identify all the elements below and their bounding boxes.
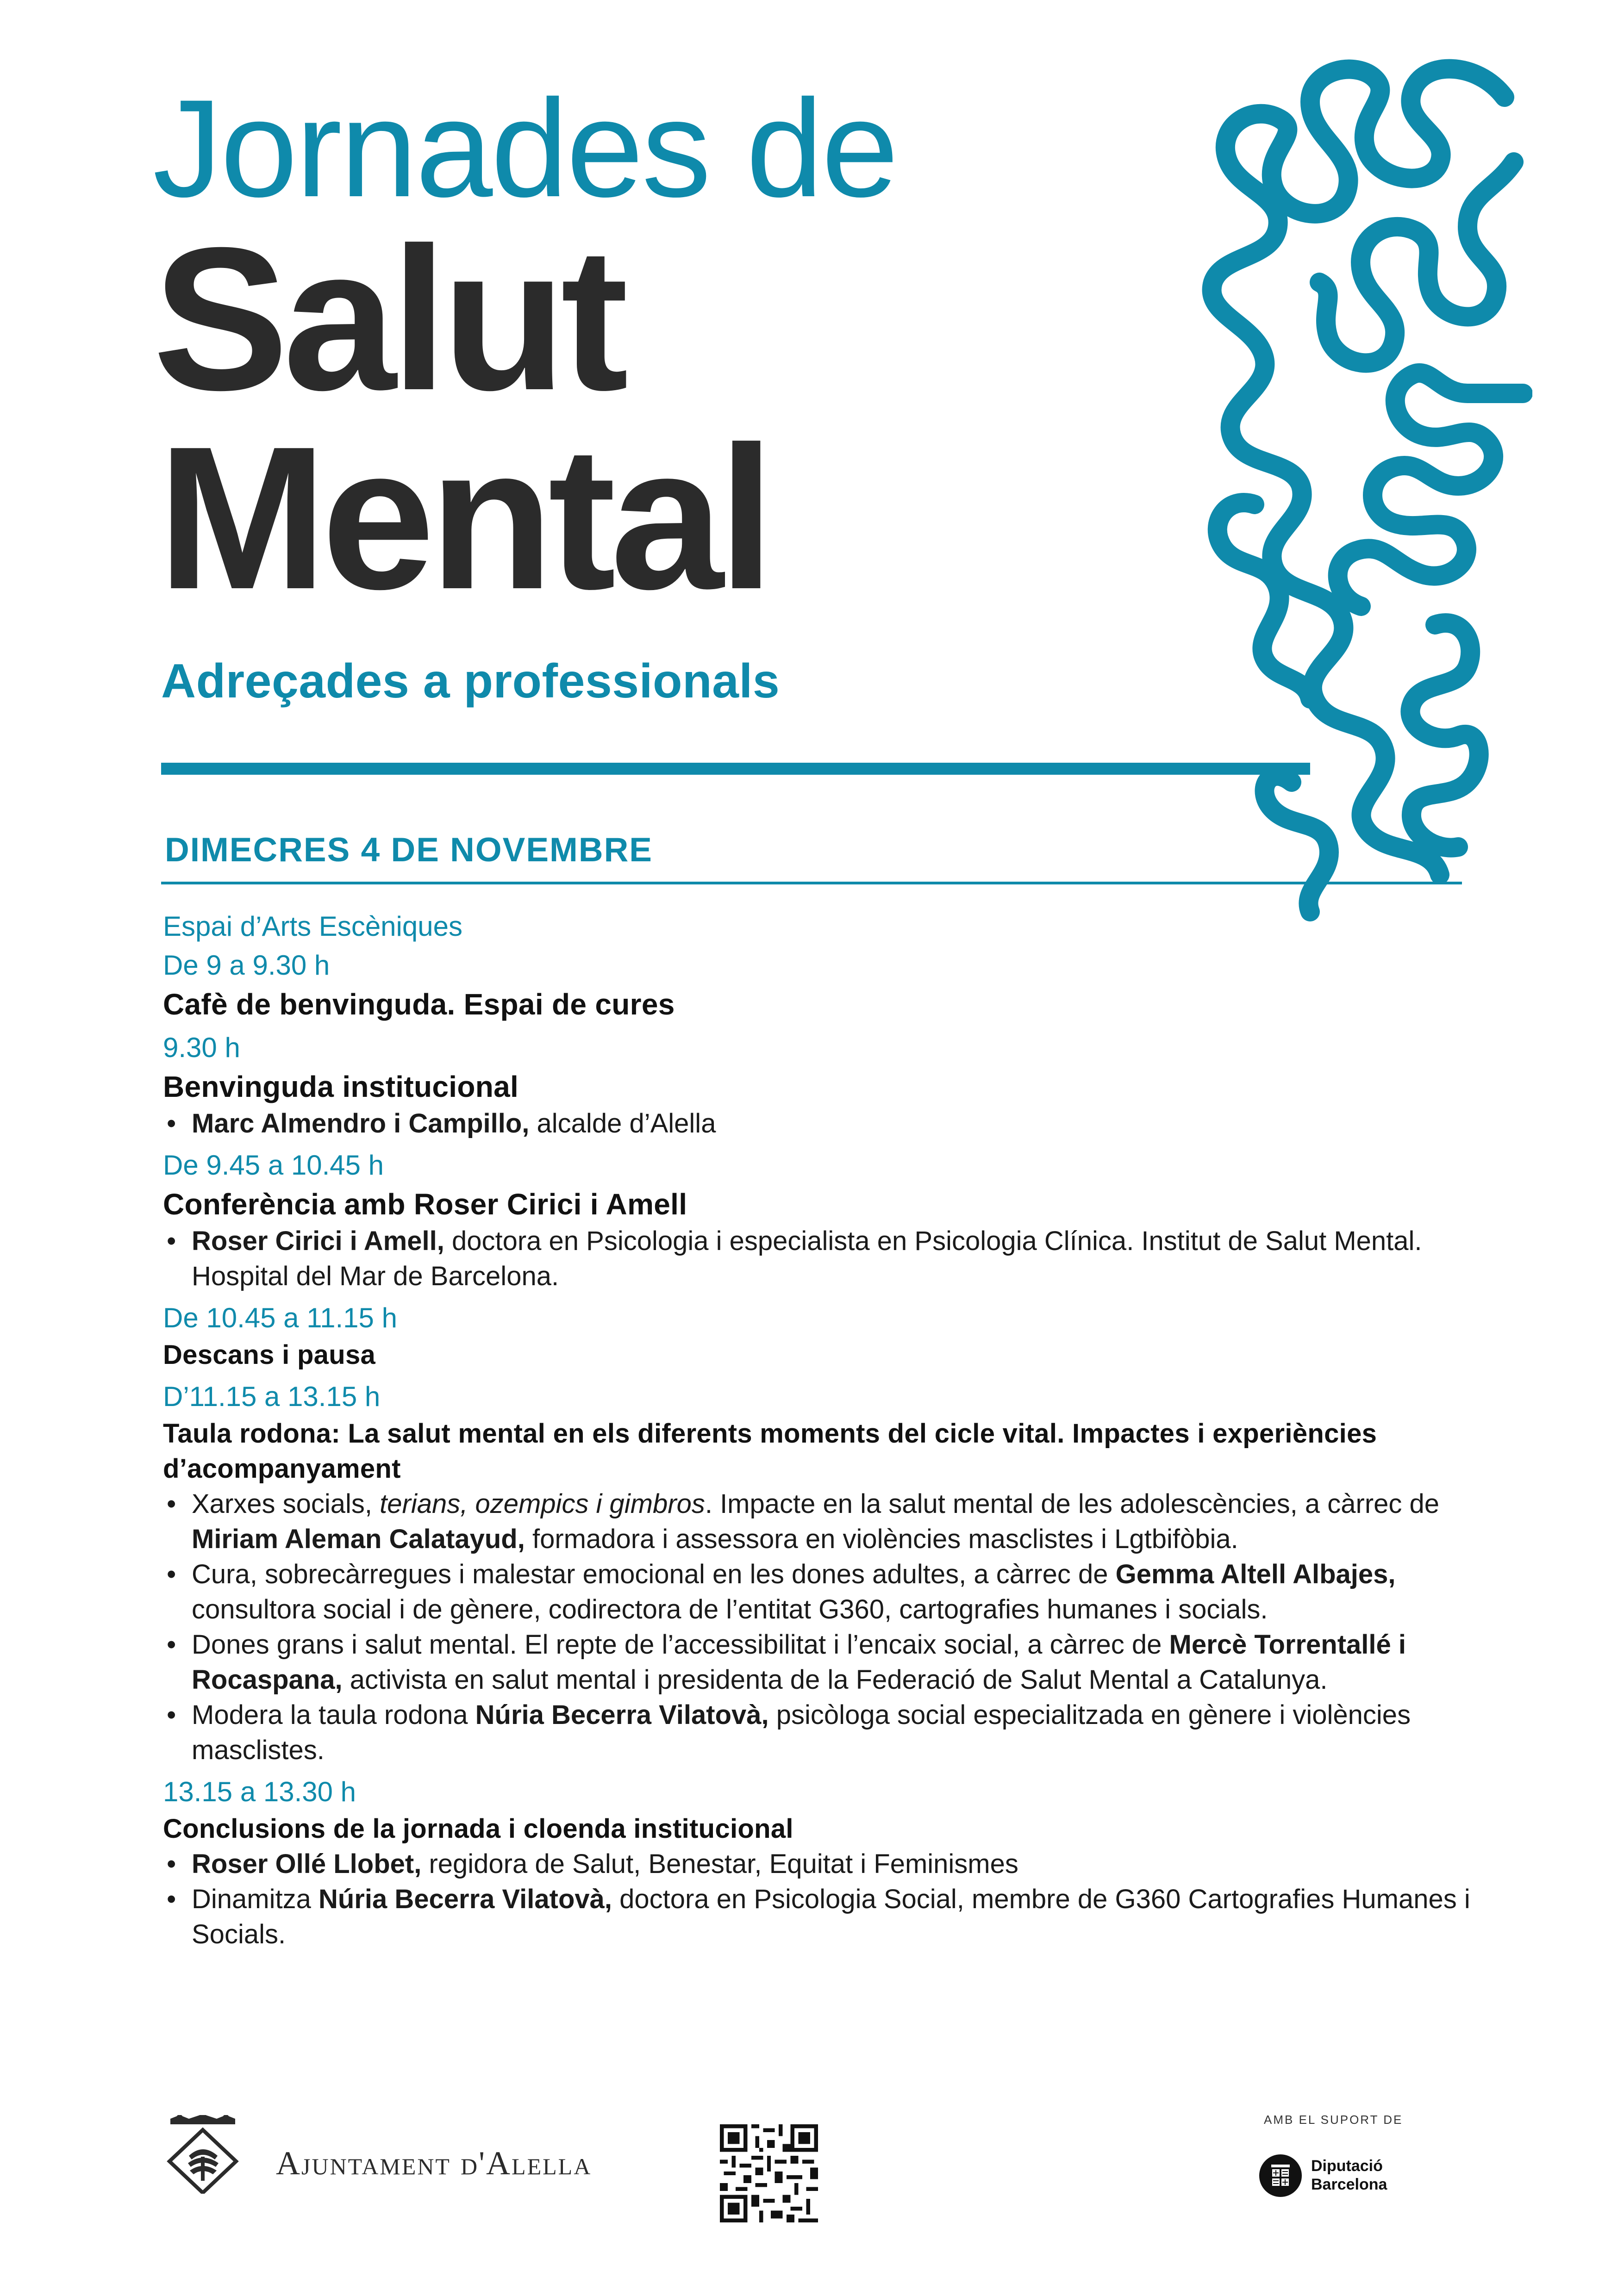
program-list — [163, 907, 1492, 1952]
session-time: 13.15 a 13.30 h — [163, 1776, 356, 1807]
list-item: • Cura, sobrecàrregues i malestar emocional en les dones adultes, a càrrec de Gemma Altell Albajes, consultora social i de gènere, codirectora de l’entitat G360, cartografies humanes i socials. — [163, 1557, 1492, 1627]
session-title: Cafè de benvinguda. Espai de cures — [163, 988, 675, 1021]
brain-maze-illustration — [1116, 42, 1532, 940]
list-item: • Roser Ollé Llobet, regidora de Salut, Benestar, Equitat i Feminismes — [163, 1847, 1492, 1882]
venue: Espai d’Arts Escèniques — [163, 911, 462, 942]
list-item: • Xarxes socials, terians, ozempics i gimbros. Impacte en la salut mental de les adolescències, a càrrec de Miriam Aleman Calatayud, formadora i assessora en violències masclistes i Lgtbifòbia. — [163, 1487, 1492, 1557]
list-item: • Dinamitza Núria Becerra Vilatovà, doctora en Psicologia Social, membre de G360 Cartografies Humanes i Socials. — [163, 1882, 1492, 1952]
subtitle: Adreçades a professionals — [161, 654, 780, 708]
support-label: AMB EL SUPORT DE — [1264, 2113, 1403, 2127]
session-time: 9.30 h — [163, 1032, 240, 1063]
session-time: De 9 a 9.30 h — [163, 950, 330, 981]
list-item: • Modera la taula rodona Núria Becerra Vilatovà, psicòloga social especialitzada en gènere i violències masclistes. — [163, 1698, 1492, 1768]
list-item: • Marc Almendro i Campillo, alcalde d’Alella — [163, 1106, 1492, 1141]
day-heading: DIMECRES 4 DE NOVEMBRE — [165, 831, 653, 869]
title-line-3: Mental — [157, 404, 769, 632]
session-title: Conferència amb Roser Cirici i Amell — [163, 1188, 687, 1221]
list-item: • Dones grans i salut mental. El repte de l’accessibilitat i l’encaix social, a càrrec de Mercè Torrentallé i Rocaspana, activista en salut mental i presidenta de la Federació de Salut Mental a Catalunya. — [163, 1627, 1492, 1698]
title-line-1: Jornades de — [153, 70, 897, 226]
session-time: D’11.15 a 13.15 h — [163, 1381, 381, 1412]
session-time: De 10.45 a 11.15 h — [163, 1302, 397, 1333]
ajuntament-name: Ajuntament d'Alella — [276, 2145, 592, 2182]
diputacio-line-1: Diputació — [1311, 2157, 1383, 2175]
session-title: Benvinguda institucional — [163, 1070, 519, 1103]
day-divider — [161, 882, 1462, 884]
session-time: De 9.45 a 10.45 h — [163, 1150, 384, 1181]
session-title: Conclusions de la jornada i cloenda institucional — [163, 1814, 793, 1844]
diputacio-line-2: Barcelona — [1311, 2176, 1387, 2193]
diputacio-logo — [1259, 2154, 1302, 2197]
qr-code[interactable] — [720, 2124, 818, 2222]
session-title: Descans i pausa — [163, 1340, 376, 1370]
diputacio-name — [1311, 2157, 1387, 2194]
title-line-2: Salut — [153, 205, 623, 433]
session-title: Taula rodona: La salut mental en els diferents moments del cicle vital. Impactes i experiències d’acompanyament — [163, 1419, 1377, 1484]
ajuntament-shield-logo — [161, 2115, 244, 2194]
list-item: • Roser Cirici i Amell, doctora en Psicologia i especialista en Psicologia Clínica. Institut de Salut Mental. Hospital del Mar de Barcelona. — [163, 1224, 1492, 1294]
